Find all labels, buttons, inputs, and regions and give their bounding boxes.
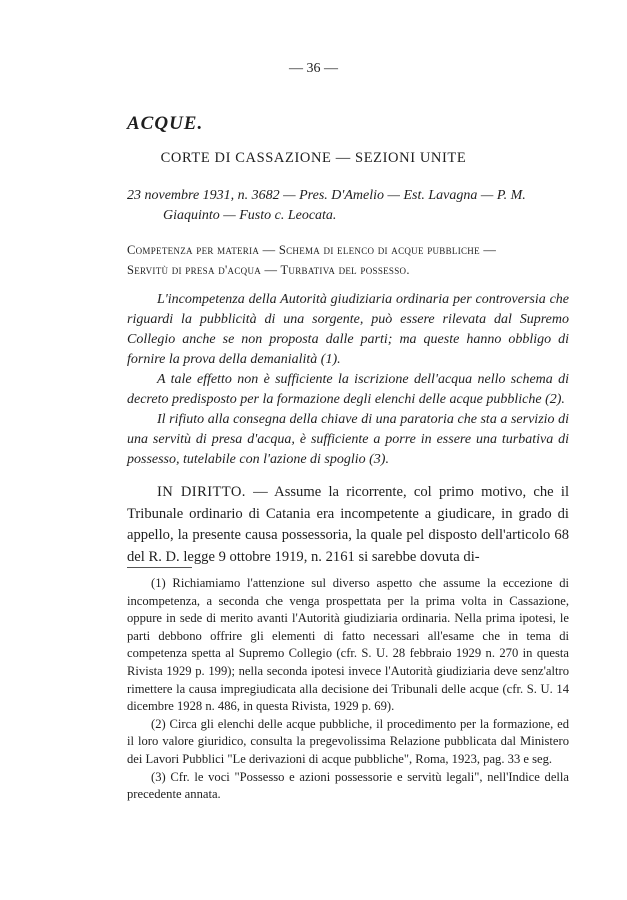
section-title: ACQUE.	[127, 113, 204, 134]
summary-paragraph: A tale effetto non è sufficiente la iscrizione dell'acqua nello schema di decreto predisposto per la formazione degli elenchi delle acque pubbliche (2).	[127, 372, 569, 407]
footnote: (2) Circa gli elenchi delle acque pubbliche, il procedimento per la formazione, ed il loro valore giuridico, consulta la pregevolissima Relazione pubblicata dal Ministero dei Lavori Pubblici "Le derivazioni di acque pubbliche", Roma, 1923, pag. 33 e seg.	[127, 716, 569, 766]
subject-headnote	[127, 240, 569, 280]
footnote: (3) Cfr. le voci "Possesso e azioni possessorie e servitù legali", nell'Indice della precedente annata.	[127, 769, 569, 802]
in-diritto-heading: IN DIRITTO.	[157, 484, 246, 500]
footnote: (1) Richiamiamo l'attenzione sul diverso aspetto che assume la eccezione di incompetenza, a seconda che venga prospettata per la prima volta in Cassazione, oppure in sede di merito avanti l'Autorità giudiziaria ordinaria. Nella prima ipotesi, le parti debbono offrire gli elementi di fatto necessari all'esame che in tema di competenza spetta al Supremo Collegio (cfr. S. U. 28 febbraio 1929 n. 270 in questa Rivista 1929 p. 199); nella seconda ipotesi invece l'Autorità giudiziaria deve senz'altro rimettere la causa impregiudicata alla decisione dei Tribunali delle acque (cfr. S. U. 14 dicembre 1928 n. 486, in questa Rivista, 1929 p. 69).	[127, 576, 569, 714]
footnote-rule	[127, 567, 192, 568]
footnotes	[127, 575, 569, 804]
main-paragraph	[127, 482, 569, 568]
summary-maxims	[127, 290, 569, 470]
citation-line-2: Giaquinto — Fusto c. Leocata.	[163, 208, 337, 223]
summary-paragraph: Il rifiuto alla consegna della chiave di una paratoria che sta a servizio di una servitù di presa d'acqua, è sufficiente a porre in essere una turbativa di possesso, tutelabile con l'azione di spoglio (3).	[127, 412, 569, 467]
citation-line-1: 23 novembre 1931, n. 3682 — Pres. D'Amelio — Est. Lavagna — P. M.	[127, 188, 526, 203]
page-number: — 36 —	[289, 61, 338, 76]
case-citation	[127, 186, 567, 226]
main-text	[127, 482, 569, 568]
main-paragraph-body: — Assume la ricorrente, col primo motivo, che il Tribunale ordinario di Catania era incompetente a giudicare, in grado di appello, la presente causa possessoria, la quale pel disposto dell'articolo 68 del R. D. legge 9 ottobre 1919, n. 2161 si sarebbe dovuta di-	[127, 484, 570, 565]
summary-paragraph: L'incompetenza della Autorità giudiziaria ordinaria per controversia che riguardi la pubblicità di una sorgente, può essere rilevata dal Supremo Collegio anche se non proposta dalle parti; ma queste hanno obbligo di fornire la prova della demanialità (1).	[127, 292, 569, 367]
subject-line-2: Servitù di presa d'acqua — Turbativa del possesso.	[127, 263, 410, 277]
subject-line-1: Competenza per materia — Schema di elenco di acque pubbliche —	[127, 243, 497, 257]
court-title: CORTE DI CASSAZIONE — SEZIONI UNITE	[160, 150, 467, 166]
